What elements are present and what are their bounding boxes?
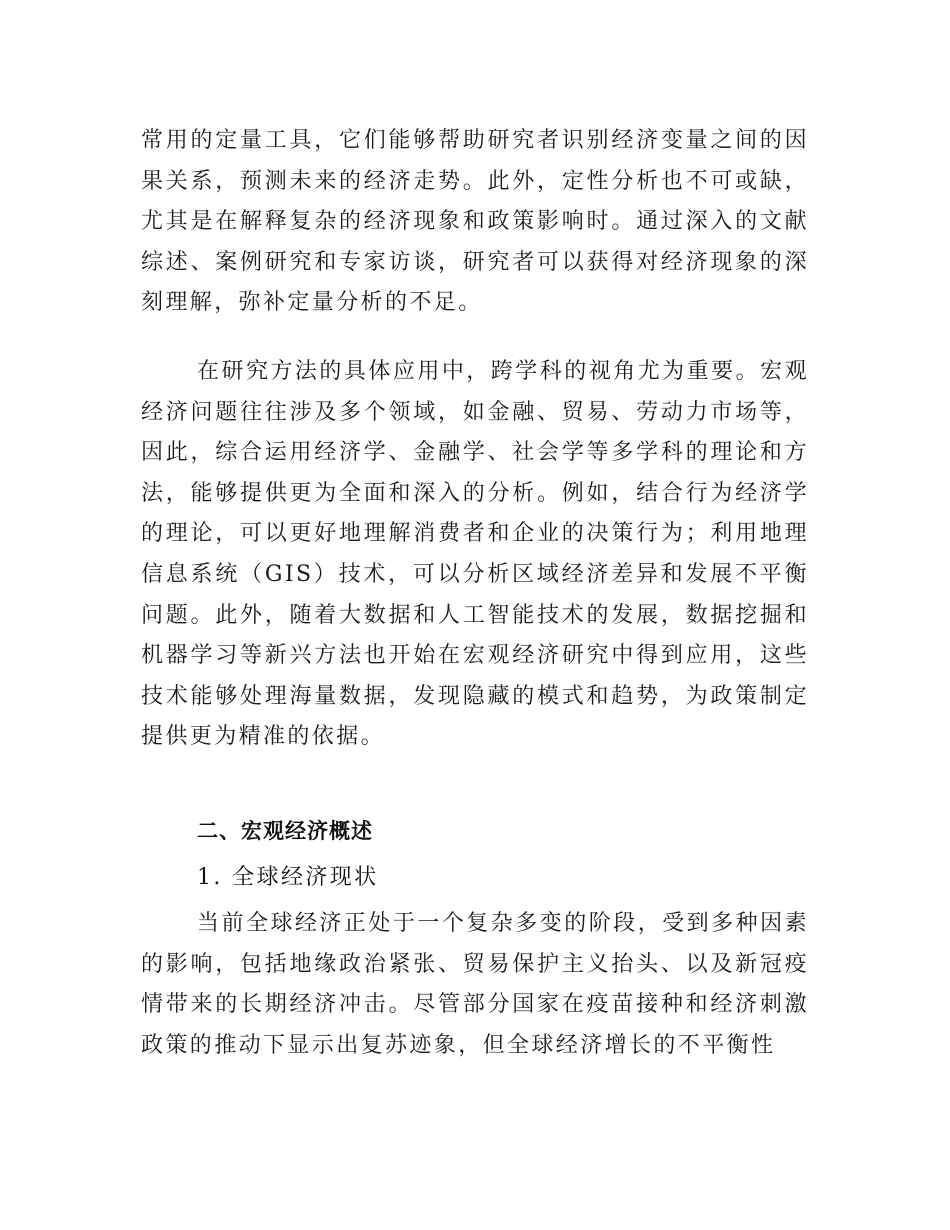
body-paragraph-global-economy: 当前全球经济正处于一个复杂多变的阶段，受到多种因素的影响，包括地缘政治紧张、贸易保护主义抬头、以及新冠疫情带来的长期经济冲击。尽管部分国家在疫苗接种和经济刺激政策的推动下显示出复苏迹象，但全球经济增长的不平衡性 — [141, 911, 809, 1058]
body-paragraph-research-methods: 在研究方法的具体应用中，跨学科的视角尤为重要。宏观经济问题往往涉及多个领域，如金融、贸易、劳动力市场等，因此，综合运用经济学、金融学、社会学等多学科的理论和方法，能够提供更为全面和深入的分析。例如，结合行为经济学的理论，可以更好地理解消费者和企业的决策行为；利用地理信息系统（GIS）技术，可以分析区域经济差异和发展不平衡问题。此外，随着大数据和人工智能技术的发展，数据挖掘和机器学习等新兴方法也开始在宏观经济研究中得到应用，这些技术能够处理海量数据，发现隐藏的模式和趋势，为政策制定提供更为精准的依据。 — [141, 359, 809, 750]
subsection-heading: 1. 全球经济现状 — [197, 865, 379, 890]
body-paragraph-continuation: 常用的定量工具，它们能够帮助研究者识别经济变量之间的因果关系，预测未来的经济走势。此外，定性分析也不可或缺，尤其是在解释复杂的经济现象和政策影响时。通过深入的文献综述、案例研究和专家访谈，研究者可以获得对经济现象的深刻理解，弥补定量分析的不足。 — [141, 128, 809, 316]
section-heading: 二、宏观经济概述 — [197, 819, 373, 843]
